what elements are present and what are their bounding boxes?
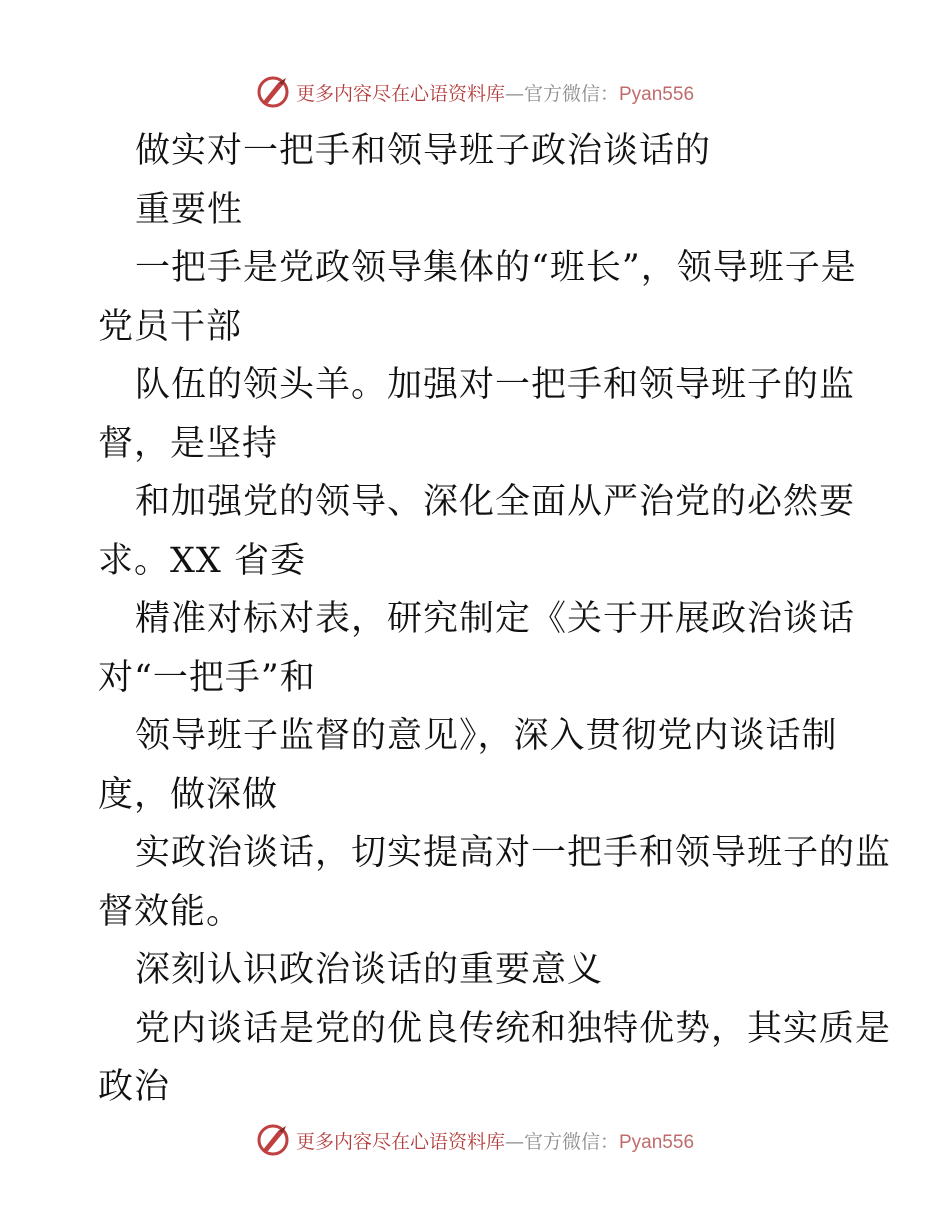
document-line: 度，做深做 [98,774,279,815]
document-line: 领导班子监督的意见》，深入贯彻党内谈话制 [135,716,838,756]
header-dash: — [504,82,524,105]
document-line: 重要性 [135,189,244,230]
document-line: 政治 [98,1067,171,1107]
document-line: 队伍的领头羊。加强对一把手和领导班子的监 [135,365,856,405]
header-site-name: 更多内容尽在心语资料库 [295,82,505,105]
quill-logo-icon [256,75,290,109]
document-line: 督，是坚持 [98,423,279,464]
header-banner [0,72,950,112]
document-line: 对“一把手”和 [98,657,316,698]
document-line: 求。XX 省委 [98,540,306,581]
footer-wechat-id: Pyan556 [619,1131,695,1153]
footer-wechat-label: 官方微信： [523,1130,619,1153]
document-line: 实政治谈话，切实提高对一把手和领导班子的监 [135,833,892,873]
document-body [98,122,892,1117]
header-wechat-id: Pyan556 [619,83,695,105]
footer-text [296,1127,694,1154]
quill-logo-icon [256,1123,290,1157]
document-line: 和加强党的领导、深化全面从严治党的必然要 [135,482,856,522]
footer-site-name: 更多内容尽在心语资料库 [295,1130,505,1153]
header-text [296,79,694,106]
document-line: 一把手是党政领导集体的“班长”，领导班子是 [135,248,857,288]
header-wechat-label: 官方微信： [523,82,619,105]
document-line: 党员干部 [98,306,243,347]
document-line: 精准对标对表，研究制定《关于开展政治谈话 [135,599,856,639]
document-line: 深刻认识政治谈话的重要意义 [135,950,604,990]
footer-dash: — [504,1130,524,1153]
document-line: 党内谈话是党的优良传统和独特优势，其实质是 [135,1008,892,1049]
document-line: 做实对一把手和领导班子政治谈话的 [135,131,712,171]
footer-banner [0,1120,950,1160]
document-line: 督效能。 [98,891,243,932]
